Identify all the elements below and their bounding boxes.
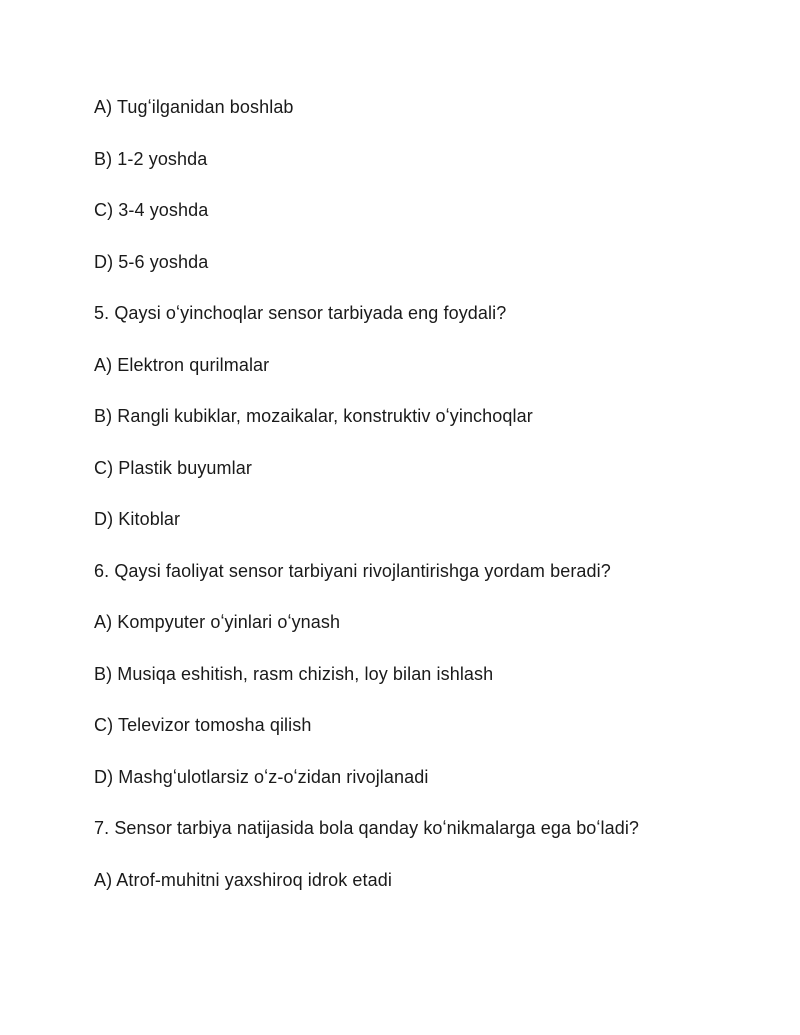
answer-option: C) 3-4 yoshda bbox=[94, 200, 209, 220]
answer-option: B) 1-2 yoshda bbox=[94, 148, 208, 169]
answer-option: A) Tugʻilganidan boshlab bbox=[94, 97, 294, 117]
answer-option: D) Kitoblar bbox=[94, 509, 181, 529]
answer-option: B) Musiqa eshitish, rasm chizish, loy bilan ishlash bbox=[94, 663, 494, 684]
answer-option: C) Televizor tomosha qilish bbox=[94, 715, 312, 735]
answer-option: A) Atrof-muhitni yaxshiroq idrok etadi bbox=[94, 869, 392, 890]
answer-option: D) Mashgʻulotlarsiz oʻz-oʻzidan rivojlanadi bbox=[94, 766, 429, 787]
question-text: 7. Sensor tarbiya natijasida bola qanday koʻnikmalarga ega boʻladi? bbox=[94, 818, 640, 838]
question-text: 5. Qaysi oʻyinchoqlar sensor tarbiyada eng foydali? bbox=[94, 303, 507, 323]
answer-option: A) Elektron qurilmalar bbox=[94, 354, 270, 375]
answer-option: C) Plastik buyumlar bbox=[94, 457, 252, 478]
question-text: 6. Qaysi faoliyat sensor tarbiyani rivojlantirishga yordam beradi? bbox=[94, 560, 611, 581]
question-list bbox=[94, 95, 774, 919]
answer-option: D) 5-6 yoshda bbox=[94, 251, 209, 272]
answer-option: B) Rangli kubiklar, mozaikalar, konstruktiv oʻyinchoqlar bbox=[94, 406, 533, 426]
answer-option: A) Kompyuter oʻyinlari oʻynash bbox=[94, 612, 341, 632]
